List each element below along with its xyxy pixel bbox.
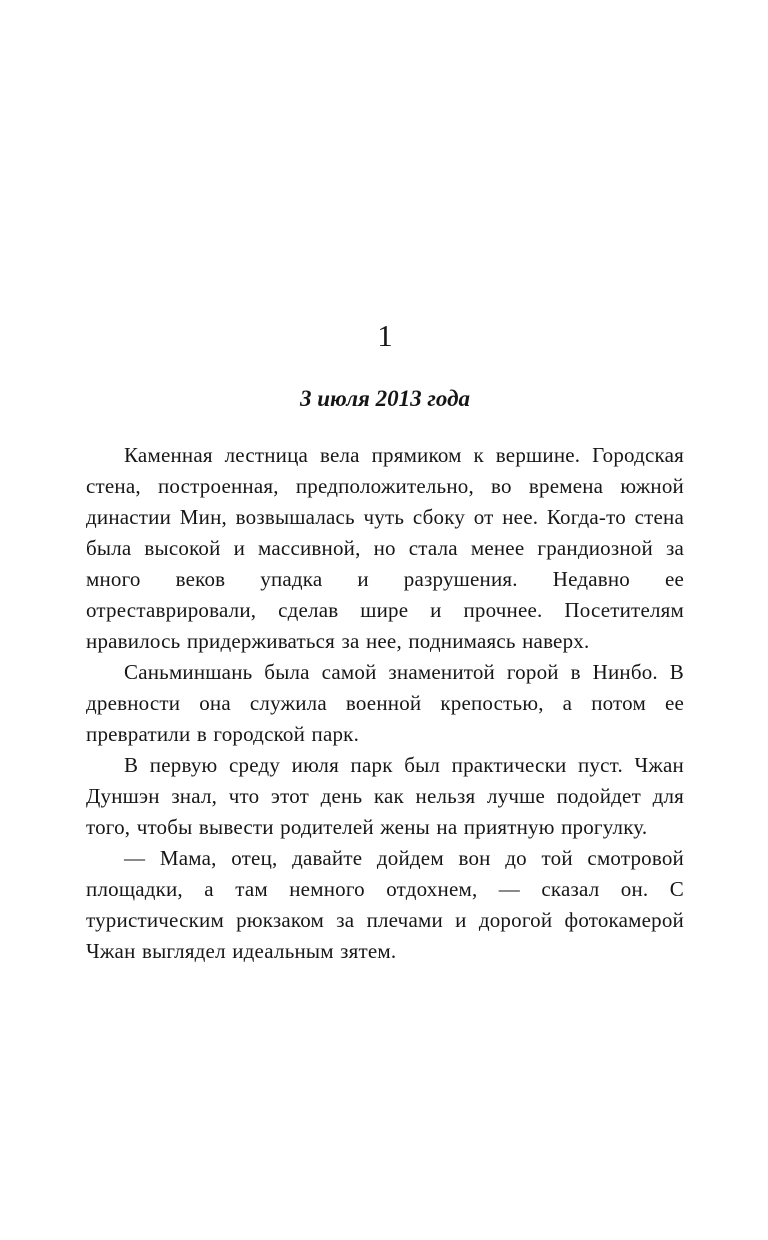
paragraph-3: В первую среду июля парк был практически пуст. Чжан Дуншэн знал, что этот день как нельзя лучше подойдет для того, чтобы вывести родителей жены на приятную прогулку. bbox=[86, 753, 684, 839]
body-text bbox=[86, 440, 684, 967]
paragraph-2: Саньминшань была самой знаменитой горой в Нинбо. В древности она служила военной крепостью, а потом ее превратили в городской парк. bbox=[86, 660, 684, 746]
paragraph-4: — Мама, отец, давайте дойдем вон до той смотровой площадки, а там немного отдохнем, — сказал он. С туристическим рюкзаком за плечами и дорогой фотокамерой Чжан выглядел идеальным зятем. bbox=[86, 846, 684, 963]
date-heading: 3 июля 2013 года bbox=[299, 386, 470, 411]
paragraph-1: Каменная лестница вела прямиком к вершине. Городская стена, построенная, предположительно, во времена южной династии Мин, возвышалась чуть сбоку от нее. Когда-то стена была высокой и массивной, но стала менее грандиозной за много веков упадка и разрушения. Недавно ее отреставрировали, сделав шире и прочнее. Посетителям нравилось придерживаться за нее, поднимаясь наверх. bbox=[86, 443, 684, 653]
chapter-number: 1 bbox=[377, 318, 393, 353]
